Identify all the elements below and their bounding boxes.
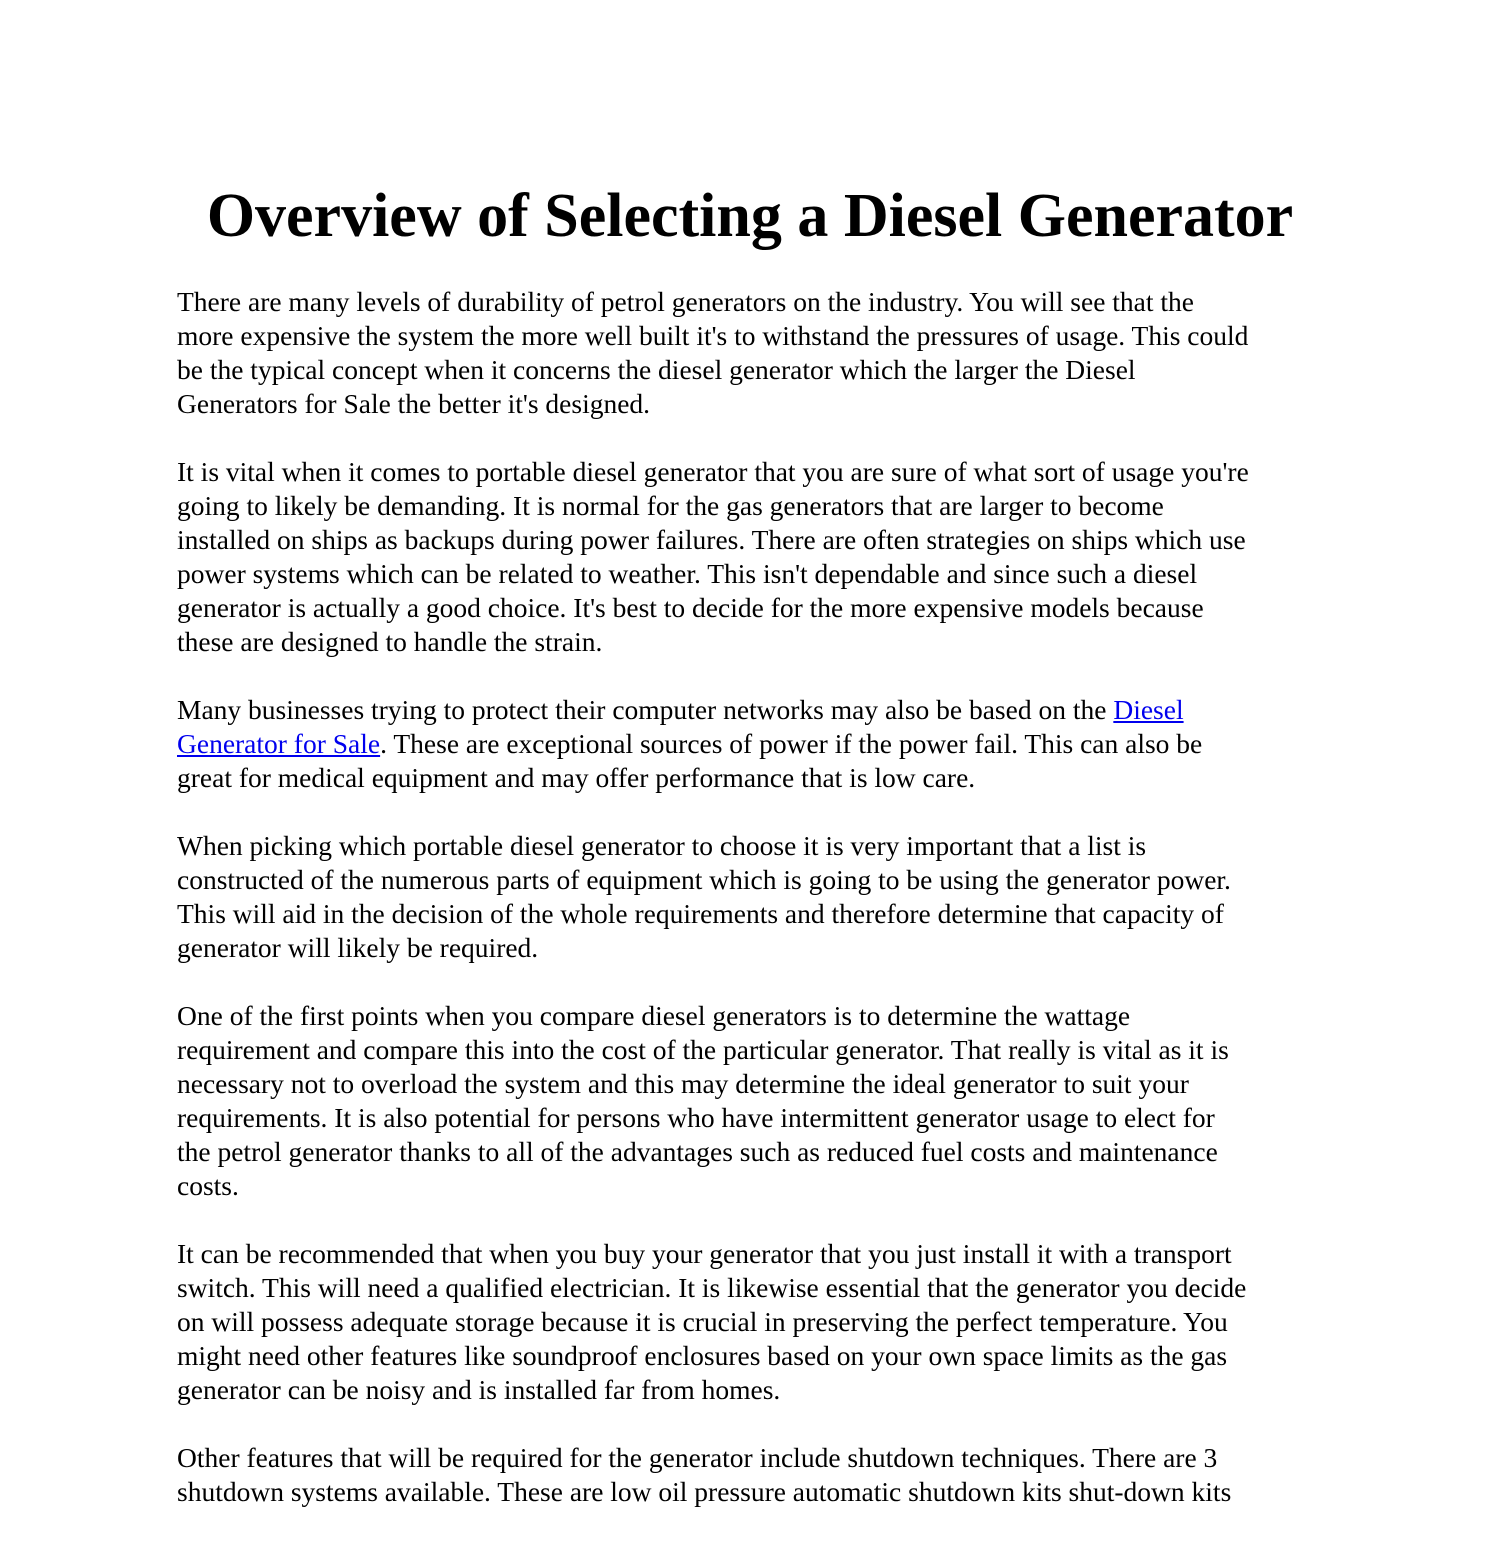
text-line — [177, 625, 1377, 659]
text-line — [177, 897, 1377, 931]
text-line — [177, 523, 1377, 557]
paragraph — [177, 455, 1377, 659]
text-line — [177, 693, 1377, 727]
text-line — [177, 1339, 1377, 1373]
text-segment: generator is actually a good choice. It's best to decide for the more expensive models because — [177, 592, 1204, 623]
text-segment: installed on ships as backups during power failures. There are often strategies on ships which use — [177, 524, 1246, 555]
text-line — [177, 1373, 1377, 1407]
text-line — [177, 387, 1377, 421]
text-segment: It is vital when it comes to portable diesel generator that you are sure of what sort of usage you're — [177, 456, 1249, 487]
document-body — [177, 285, 1377, 1543]
paragraph — [177, 1237, 1377, 1407]
text-line — [177, 557, 1377, 591]
text-line — [177, 1237, 1377, 1271]
text-segment: Other features that will be required for the generator include shutdown techniques. There are 3 — [177, 1442, 1218, 1473]
paragraph — [177, 693, 1377, 795]
text-segment: requirements. It is also potential for persons who have intermittent generator usage to elect for — [177, 1102, 1215, 1133]
text-line — [177, 1101, 1377, 1135]
paragraph — [177, 285, 1377, 421]
text-segment: . These are exceptional sources of power if the power fail. This can also be — [380, 728, 1203, 759]
text-segment: There are many levels of durability of petrol generators on the industry. You will see that the — [177, 286, 1194, 317]
text-segment: power systems which can be related to weather. This isn't dependable and since such a diesel — [177, 558, 1198, 589]
text-line — [177, 1135, 1377, 1169]
text-line — [177, 319, 1377, 353]
text-line — [177, 761, 1377, 795]
text-line — [177, 591, 1377, 625]
text-line — [177, 1441, 1377, 1475]
text-line — [177, 999, 1377, 1033]
diesel-generator-link[interactable]: Generator for Sale — [177, 728, 381, 759]
text-segment: the petrol generator thanks to all of the advantages such as reduced fuel costs and maintenance — [177, 1136, 1218, 1167]
paragraph — [177, 999, 1377, 1203]
text-segment: constructed of the numerous parts of equipment which is going to be using the generator power. — [177, 864, 1231, 895]
diesel-generator-link[interactable]: Diesel — [1113, 694, 1184, 725]
text-segment: shutdown systems available. These are low oil pressure automatic shutdown kits shut-down kits — [177, 1476, 1232, 1507]
text-line — [177, 489, 1377, 523]
text-line — [177, 1067, 1377, 1101]
paragraph — [177, 829, 1377, 965]
text-segment: be the typical concept when it concerns the diesel generator which the larger the Diesel — [177, 354, 1136, 385]
text-segment: going to likely be demanding. It is normal for the gas generators that are larger to become — [177, 490, 1164, 521]
text-segment: switch. This will need a qualified electrician. It is likewise essential that the generator you decide — [177, 1272, 1247, 1303]
text-segment: on will possess adequate storage because it is crucial in preserving the perfect temperature. You — [177, 1306, 1228, 1337]
text-segment: This will aid in the decision of the whole requirements and therefore determine that capacity of — [177, 898, 1224, 929]
text-line — [177, 455, 1377, 489]
text-line — [177, 1305, 1377, 1339]
text-line — [177, 285, 1377, 319]
text-segment: these are designed to handle the strain. — [177, 626, 603, 657]
text-segment: might need other features like soundproof enclosures based on your own space limits as the gas — [177, 1340, 1228, 1371]
text-line — [177, 1271, 1377, 1305]
text-line — [177, 1475, 1377, 1509]
text-segment: great for medical equipment and may offer performance that is low care. — [177, 762, 976, 793]
text-line — [177, 829, 1377, 863]
text-segment: generator can be noisy and is installed far from homes. — [177, 1374, 781, 1405]
text-line — [177, 1033, 1377, 1067]
document-title: Overview of Selecting a Diesel Generator — [206, 182, 1294, 250]
text-segment: When picking which portable diesel generator to choose it is very important that a list is — [177, 830, 1147, 861]
text-segment: necessary not to overload the system and this may determine the ideal generator to suit your — [177, 1068, 1189, 1099]
text-segment: costs. — [177, 1170, 239, 1201]
text-line — [177, 353, 1377, 387]
text-line — [177, 727, 1377, 761]
text-segment: It can be recommended that when you buy your generator that you just install it with a transport — [177, 1238, 1232, 1269]
text-segment: Generators for Sale the better it's designed. — [177, 388, 651, 419]
text-segment: One of the first points when you compare diesel generators is to determine the wattage — [177, 1000, 1131, 1031]
text-segment: requirement and compare this into the cost of the particular generator. That really is vital as it is — [177, 1034, 1229, 1065]
text-line — [177, 1169, 1377, 1203]
text-segment: more expensive the system the more well built it's to withstand the pressures of usage. This could — [177, 320, 1249, 351]
text-line — [177, 863, 1377, 897]
paragraph — [177, 1441, 1377, 1509]
text-line — [177, 931, 1377, 965]
text-segment: generator will likely be required. — [177, 932, 539, 963]
text-segment: Many businesses trying to protect their computer networks may also be based on the — [177, 694, 1114, 725]
